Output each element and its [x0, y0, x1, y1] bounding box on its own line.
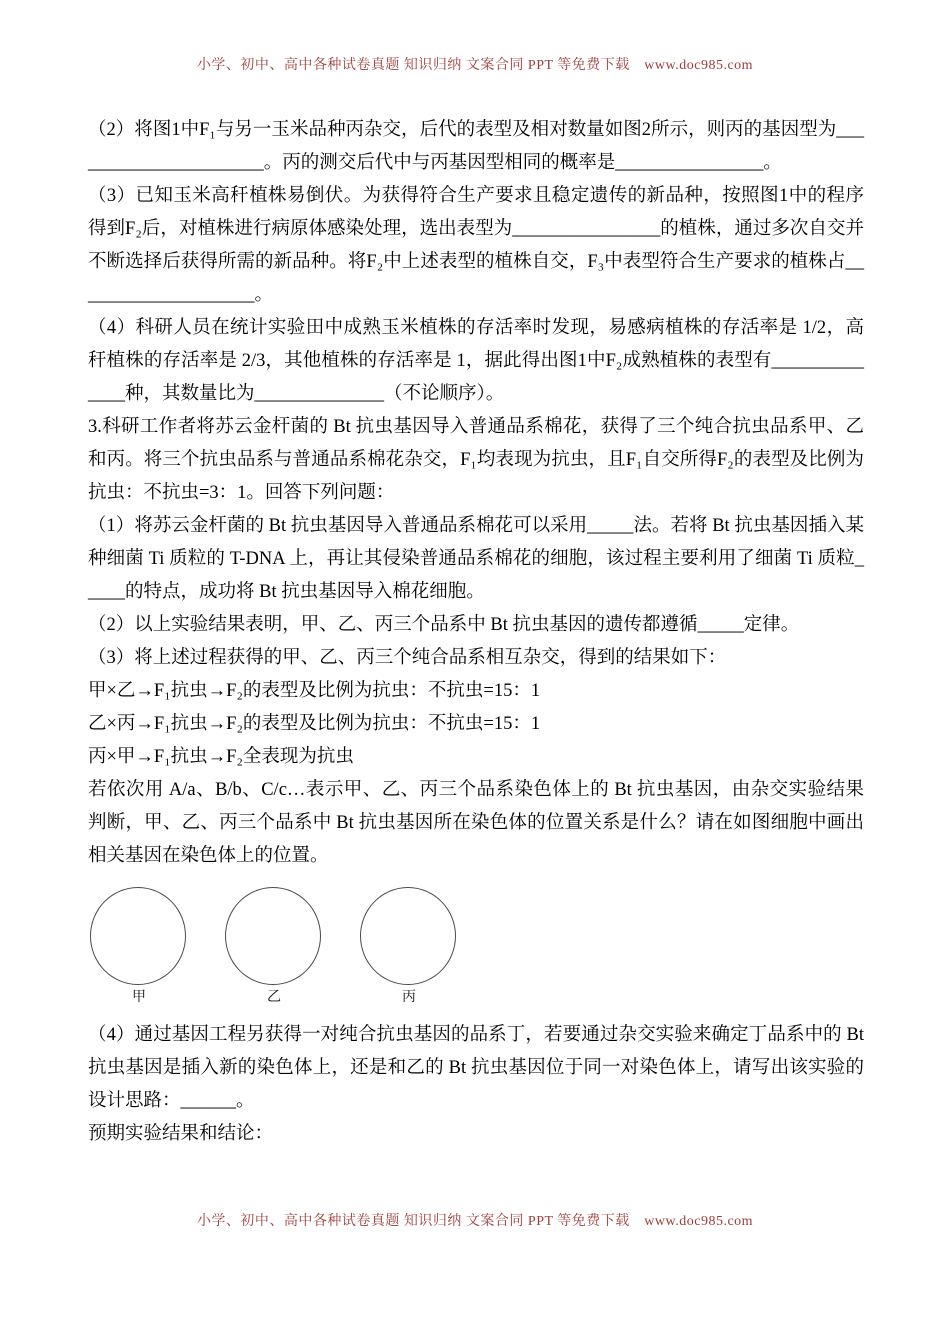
- para-q3-sub3: （3）将上述过程获得的甲、乙、丙三个纯合品系相互杂交，得到的结果如下：: [88, 648, 727, 668]
- para-expected-results: 预期实验结果和结论：: [88, 1124, 274, 1144]
- para-q3-intro: 3.科研工作者将苏云金杆菌的 Bt 抗虫基因导入普通品系棉花，获得了三个纯合抗虫品系甲、乙和丙。将三个抗虫品系与普通品系棉花杂交，F₁均表现为抗虫，且F₁自交所得F₂的表型及比例为抗虫：不抗虫=3：1。回答下列问题：: [88, 417, 864, 503]
- para-q3-sub2: （2）以上实验结果表明，甲、乙、丙三个品系中 Bt 抗虫基因的遗传都遵循_____定律。: [88, 615, 800, 635]
- cell-circle-jia: [90, 887, 186, 985]
- cross-result-3: 丙×甲→F₁抗虫→F₂全表现为抗虫: [88, 747, 354, 767]
- footer-text: 小学、初中、高中各种试卷真题 知识归纳 文案合同 PPT 等免费下载 www.doc985.com: [196, 1214, 754, 1229]
- cell-label-yi: 乙: [267, 990, 281, 1005]
- para-q2-sub2: （2）将图1中F₁与另一玉米品种丙杂交，后代的表型及相对数量如图2所示，则丙的基因型为______________________。丙的测交后代中与丙基因型相同的概率是________________。: [88, 120, 864, 173]
- cell-label-jia: 甲: [132, 990, 146, 1005]
- para-q2-sub3: （3）已知玉米高秆植株易倒伏。为获得符合生产要求且稳定遗传的新品种，按照图1中的程序得到F₂后，对植株进行病原体感染处理，选出表型为________________的植株，通过多次自交并不断选择后获得所需的新品种。将F₂中上述表型的植株自交，F₃中表型符合生产要求的植株占____________________。: [88, 186, 864, 305]
- cross-result-2: 乙×丙→F₁抗虫→F₂的表型及比例为抗虫：不抗虫=15：1: [88, 714, 541, 734]
- page-footer: [0, 1210, 950, 1230]
- cell-circle-yi: [225, 887, 321, 985]
- para-q3-analysis: 若依次用 A/a、B/b、C/c…表示甲、乙、丙三个品系染色体上的 Bt 抗虫基因，由杂交实验结果判断，甲、乙、丙三个品系中 Bt 抗虫基因所在染色体的位置关系是什么？请在如图细胞中画出相关基因在染色体上的位置。: [88, 780, 864, 866]
- header-text: 小学、初中、高中各种试卷真题 知识归纳 文案合同 PPT 等免费下载 www.doc985.com: [196, 58, 754, 73]
- cross-result-1: 甲×乙→F₁抗虫→F₂的表型及比例为抗虫：不抗虫=15：1: [88, 681, 541, 701]
- document-body: [88, 114, 864, 1151]
- cell-diagram-figure: [90, 887, 864, 1007]
- cell-yi: [225, 887, 323, 1007]
- cell-label-bing: 丙: [402, 990, 416, 1005]
- page-header: [0, 54, 950, 74]
- cell-jia: [90, 887, 188, 1007]
- cell-circle-bing: [360, 887, 456, 985]
- para-q3-sub4: （4）通过基因工程另获得一对纯合抗虫基因的品系丁，若要通过杂交实验来确定丁品系中的 Bt 抗虫基因是插入新的染色体上，还是和乙的 Bt 抗虫基因位于同一对染色体上，请写出该实验的设计思路：______。: [88, 1025, 864, 1111]
- para-q2-sub4: （4）科研人员在统计实验田中成熟玉米植株的存活率时发现，易感病植株的存活率是 1/2，高秆植株的存活率是 2/3，其他植株的存活率是 1，据此得出图1中F₂成熟植株的表型有______________种，其数量比为______________（不论顺序）。: [88, 318, 864, 404]
- cell-bing: [360, 887, 458, 1007]
- para-q3-sub1: （1）将苏云金杆菌的 Bt 抗虫基因导入普通品系棉花可以采用_____法。若将 Bt 抗虫基因插入某种细菌 Ti 质粒的 T-DNA 上，再让其侵染普通品系棉花的细胞，该过程主要利用了细菌 Ti 质粒_____的特点，成功将 Bt 抗虫基因导入棉花细胞。: [88, 516, 864, 602]
